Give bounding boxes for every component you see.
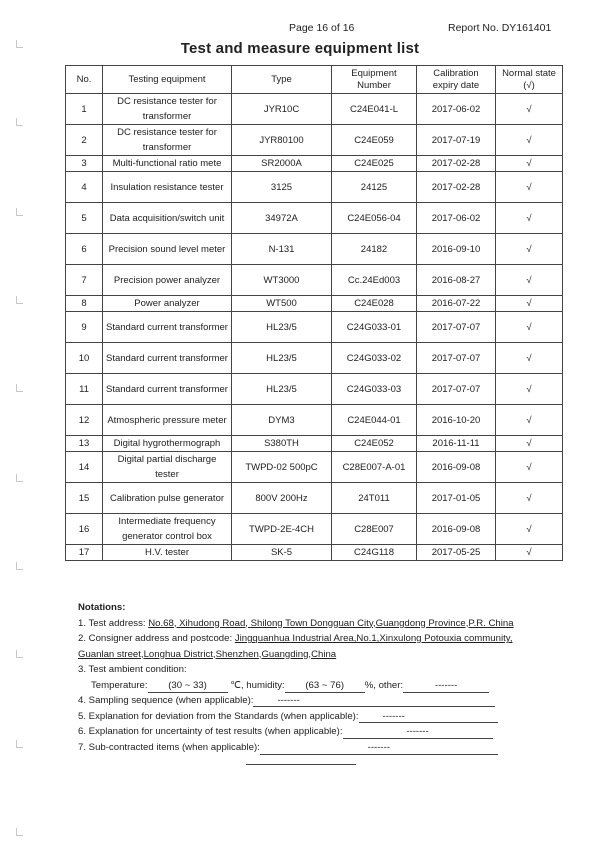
cell-equipment: Digital hygrothermograph	[103, 436, 232, 452]
cell-no: 3	[66, 156, 103, 172]
cell-equipment-number: C24E059	[332, 125, 417, 156]
cell-equipment-number: C24E041-L	[332, 94, 417, 125]
page-number: Page 16 of 16	[289, 22, 355, 34]
cell-type: 34972A	[232, 203, 332, 234]
cell-state: √	[496, 265, 563, 296]
column-header: Normal state (√)	[496, 66, 563, 94]
cell-type: HL23/5	[232, 343, 332, 374]
cell-type: DYM3	[232, 405, 332, 436]
note-label: 6. Explanation for uncertainty of test results (when applicable):	[78, 726, 343, 737]
note-test-address	[78, 616, 558, 632]
cell-state: √	[496, 436, 563, 452]
column-header: No.	[66, 66, 103, 94]
note-consigner-address	[78, 631, 558, 647]
cell-equipment: Standard current transformer	[103, 374, 232, 405]
cell-state: √	[496, 405, 563, 436]
column-header: Calibration expiry date	[417, 66, 496, 94]
note-sampling	[78, 693, 558, 709]
cell-type: TWPD-02 500pC	[232, 452, 332, 483]
cell-equipment: Intermediate frequency generator control box	[103, 514, 232, 545]
cell-equipment: Atmospheric pressure meter	[103, 405, 232, 436]
consigner-address-value-2: Guanlan street,Longhua District,Shenzhen,Guangding,China	[78, 648, 337, 660]
cell-expiry-date: 2017-07-07	[417, 343, 496, 374]
cell-type: 800V 200Hz	[232, 483, 332, 514]
cell-state: √	[496, 514, 563, 545]
note-ambient-condition: 3. Test ambient condition:	[78, 664, 187, 675]
cell-equipment-number: C28E007	[332, 514, 417, 545]
cell-equipment: DC resistance tester for transformer	[103, 94, 232, 125]
cell-expiry-date: 2017-07-07	[417, 312, 496, 343]
note-subcontracted	[78, 740, 558, 756]
table-row	[66, 436, 563, 452]
table-row	[66, 203, 563, 234]
subcontracted-value: -------	[260, 742, 498, 755]
cell-no: 15	[66, 483, 103, 514]
cell-type: WT3000	[232, 265, 332, 296]
notations-heading: Notations:	[78, 602, 126, 613]
cell-equipment: Calibration pulse generator	[103, 483, 232, 514]
cell-type: JYR10C	[232, 94, 332, 125]
cell-type: WT500	[232, 296, 332, 312]
cell-state: √	[496, 374, 563, 405]
sampling-value: -------	[253, 695, 495, 707]
cell-expiry-date: 2017-06-02	[417, 203, 496, 234]
cell-no: 6	[66, 234, 103, 265]
temperature-unit: ℃, humidity:	[230, 679, 285, 691]
note-label: 2. Consigner address and postcode:	[78, 633, 235, 644]
cell-equipment-number: C24E025	[332, 156, 417, 172]
page-title: Test and measure equipment list	[180, 40, 420, 57]
cell-equipment-number: C24G033-02	[332, 343, 417, 374]
cell-equipment-number: Cc.24Ed003	[332, 265, 417, 296]
cell-expiry-date: 2016-09-10	[417, 234, 496, 265]
cell-equipment-number: 24125	[332, 172, 417, 203]
note-label: 4. Sampling sequence (when applicable):	[78, 695, 254, 706]
cell-equipment: Insulation resistance tester	[103, 172, 232, 203]
table-row	[66, 234, 563, 265]
note-label: 5. Explanation for deviation from the Standards (when applicable):	[78, 710, 359, 722]
cell-expiry-date: 2017-05-25	[417, 545, 496, 561]
cell-no: 9	[66, 312, 103, 343]
cell-no: 1	[66, 94, 103, 125]
note-uncertainty	[78, 724, 558, 740]
cell-expiry-date: 2017-07-19	[417, 125, 496, 156]
cell-state: √	[496, 203, 563, 234]
table-row	[66, 545, 563, 561]
cell-expiry-date: 2016-10-20	[417, 405, 496, 436]
humidity-unit: %, other:	[364, 679, 404, 691]
cell-type: N-131	[232, 234, 332, 265]
table-row	[66, 312, 563, 343]
consigner-address-value: Jingquanhua Industrial Area,No.1,Xinxulong Potouxia community,	[234, 633, 513, 644]
signature-line	[246, 764, 356, 765]
cell-type: SK-5	[232, 545, 332, 561]
cell-equipment: Data acquisition/switch unit	[103, 203, 232, 234]
cell-no: 16	[66, 514, 103, 545]
cell-equipment: Standard current transformer	[103, 312, 232, 343]
cell-type: SR2000A	[232, 156, 332, 172]
cell-state: √	[496, 452, 563, 483]
note-deviation	[78, 709, 558, 725]
cell-no: 13	[66, 436, 103, 452]
cell-expiry-date: 2016-07-22	[417, 296, 496, 312]
cell-expiry-date: 2017-02-28	[417, 172, 496, 203]
cell-no: 11	[66, 374, 103, 405]
cell-equipment-number: C28E007-A-01	[332, 452, 417, 483]
cell-state: √	[496, 234, 563, 265]
other-value: -------	[403, 680, 489, 693]
cell-expiry-date: 2016-08-27	[417, 265, 496, 296]
column-header: Equipment Number	[332, 66, 417, 94]
equipment-table	[65, 65, 563, 561]
cell-expiry-date: 2016-09-08	[417, 452, 496, 483]
note-ambient-values	[78, 678, 558, 694]
table-row	[66, 374, 563, 405]
cell-no: 5	[66, 203, 103, 234]
cell-equipment-number: C24G033-01	[332, 312, 417, 343]
cell-state: √	[496, 343, 563, 374]
table-header-row	[66, 66, 563, 94]
table-row	[66, 94, 563, 125]
table-row	[66, 125, 563, 156]
cell-equipment: Precision sound level meter	[103, 234, 232, 265]
cell-equipment-number: C24E052	[332, 436, 417, 452]
cell-no: 17	[66, 545, 103, 561]
cell-no: 14	[66, 452, 103, 483]
cell-equipment: Power analyzer	[103, 296, 232, 312]
notations	[78, 600, 558, 755]
cell-state: √	[496, 312, 563, 343]
cell-expiry-date: 2017-02-28	[417, 156, 496, 172]
test-address-value: No.68, Xihudong Road, Shilong Town Dongguan City,Guangdong Province,P.R. China	[148, 617, 514, 629]
column-header: Type	[232, 66, 332, 94]
table-row	[66, 405, 563, 436]
cell-equipment: DC resistance tester for transformer	[103, 125, 232, 156]
cell-equipment-number: C24E028	[332, 296, 417, 312]
cell-equipment: Standard current transformer	[103, 343, 232, 374]
cell-type: HL23/5	[232, 374, 332, 405]
table-row	[66, 514, 563, 545]
cell-no: 8	[66, 296, 103, 312]
cell-state: √	[496, 483, 563, 514]
cell-equipment: Digital partial discharge tester	[103, 452, 232, 483]
cell-state: √	[496, 156, 563, 172]
cell-type: HL23/5	[232, 312, 332, 343]
humidity-value: (63 ~ 76)	[285, 680, 365, 693]
cell-state: √	[496, 172, 563, 203]
cell-type: S380TH	[232, 436, 332, 452]
uncertainty-value: -------	[343, 726, 493, 739]
cell-type: JYR80100	[232, 125, 332, 156]
table-row	[66, 296, 563, 312]
table-row	[66, 483, 563, 514]
cell-equipment-number: C24E044-01	[332, 405, 417, 436]
table-row	[66, 452, 563, 483]
cell-no: 10	[66, 343, 103, 374]
cell-state: √	[496, 94, 563, 125]
note-consigner-address-cont	[78, 647, 558, 663]
table-row	[66, 343, 563, 374]
table-row	[66, 156, 563, 172]
temperature-label: Temperature:	[91, 679, 148, 691]
report-number: Report No. DY161401	[448, 22, 552, 34]
cell-equipment: Multi-functional ratio mete	[103, 156, 232, 172]
column-header: Testing equipment	[103, 66, 232, 94]
cell-state: √	[496, 545, 563, 561]
table-body	[66, 94, 563, 561]
cell-equipment-number: C24E056-04	[332, 203, 417, 234]
table-row	[66, 265, 563, 296]
cell-expiry-date: 2017-01-05	[417, 483, 496, 514]
note-label: 7. Sub-contracted items (when applicable):	[78, 741, 260, 753]
cell-no: 7	[66, 265, 103, 296]
temperature-value: (30 ~ 33)	[148, 680, 228, 693]
table-row	[66, 172, 563, 203]
cell-equipment-number: C24G033-03	[332, 374, 417, 405]
cell-no: 2	[66, 125, 103, 156]
cell-no: 12	[66, 405, 103, 436]
cell-equipment-number: 24T011	[332, 483, 417, 514]
cell-state: √	[496, 296, 563, 312]
cell-expiry-date: 2016-09-08	[417, 514, 496, 545]
cell-no: 4	[66, 172, 103, 203]
cell-equipment-number: C24G118	[332, 545, 417, 561]
cell-expiry-date: 2017-06-02	[417, 94, 496, 125]
cell-type: 3125	[232, 172, 332, 203]
note-label: 1. Test address:	[78, 617, 149, 629]
cell-expiry-date: 2017-07-07	[417, 374, 496, 405]
cell-equipment: H.V. tester	[103, 545, 232, 561]
cell-type: TWPD-2E-4CH	[232, 514, 332, 545]
cell-expiry-date: 2016-11-11	[417, 436, 496, 452]
cell-equipment-number: 24182	[332, 234, 417, 265]
cell-state: √	[496, 125, 563, 156]
deviation-value: -------	[359, 711, 498, 723]
cell-equipment: Precision power analyzer	[103, 265, 232, 296]
